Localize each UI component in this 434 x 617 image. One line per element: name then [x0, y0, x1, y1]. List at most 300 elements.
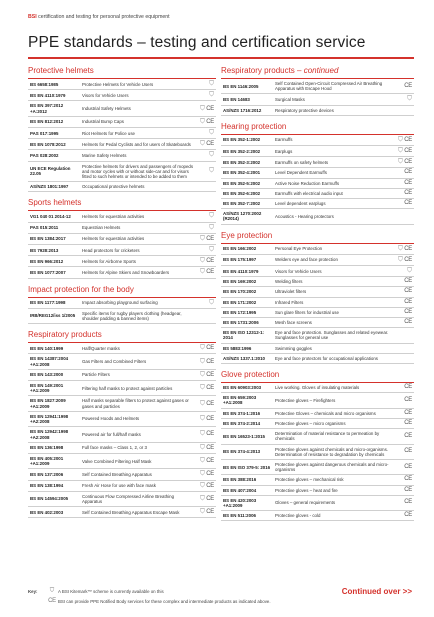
kitemark-icon: ⛉ — [200, 234, 205, 242]
title-divider — [28, 57, 414, 59]
table-row — [221, 135, 414, 146]
kitemark-icon: ⛉ — [398, 244, 403, 252]
certification-icons — [394, 429, 414, 444]
certification-icons — [394, 188, 414, 198]
ce-mark-icon: CE — [204, 458, 214, 464]
kitemark-icon: ⛉ — [200, 399, 205, 407]
ce-mark-icon: CE — [204, 269, 214, 276]
standard-description: Self Contained Breathing Apparatus — [80, 469, 196, 480]
standard-description: Protective gloves – micro organisms — [273, 418, 394, 428]
certification-icons — [196, 79, 216, 90]
ce-mark-icon: CE — [404, 288, 412, 295]
standard-code: BS EN 16523-1:2015 — [221, 429, 273, 444]
certification-icons — [196, 354, 216, 369]
standard-code: BS 7928:2013 — [28, 245, 80, 256]
continued-link[interactable]: Continued over >> — [341, 587, 412, 596]
standard-description: Industrial Bump Caps — [80, 116, 196, 127]
kitemark-icon: ⛉ — [200, 370, 205, 378]
section-title-text: Glove protection — [221, 370, 280, 380]
key-kitemark-text: A BSI Kitemark™ scheme is currently available on this — [58, 589, 164, 594]
table-row — [221, 459, 414, 474]
standard-description: Helmets for equestrian activities — [80, 233, 196, 244]
standard-code: BS EN 149:2001 +A1:2009 — [28, 381, 80, 396]
certification-icons — [196, 343, 216, 354]
section-title-text: Respiratory products — [28, 330, 102, 340]
certification-icons — [196, 182, 216, 192]
standard-description: Infrared Filters — [273, 297, 394, 307]
standard-code: BS EN 352-4:2001 — [221, 168, 273, 178]
section-title-text: Sports helmets — [28, 198, 82, 208]
standard-code: BS EN 397:2012 +A:2012 — [28, 101, 80, 116]
table-row — [221, 383, 414, 393]
table-row — [28, 90, 216, 101]
table-row — [28, 369, 216, 380]
ce-mark-icon: CE — [402, 256, 412, 263]
kitemark-icon: ⛉ — [398, 158, 403, 166]
ce-mark-icon: CE — [48, 598, 56, 604]
kitemark-icon: ⛉ — [49, 588, 55, 594]
standard-description: Protective Gloves – chemicals and micro organisms — [273, 408, 394, 418]
standard-description: Specific items for rugby players clothing (headgear, shoulder padding & banned items) — [80, 308, 196, 323]
certification-icons — [394, 318, 414, 328]
certification-icons — [196, 298, 216, 309]
table-row — [28, 354, 216, 369]
standard-description: Riot Helmets for Police use — [80, 128, 196, 139]
ce-mark-icon: CE — [204, 235, 214, 242]
standard-code: AS/NZS 1337.1:2010 — [221, 353, 273, 363]
table-row — [221, 485, 414, 495]
ce-mark-icon: CE — [404, 319, 412, 326]
ce-mark-icon: CE — [204, 509, 214, 516]
table-row — [221, 79, 414, 94]
page-title: PPE standards – testing and certification service — [28, 34, 366, 51]
certification-icons — [196, 267, 216, 278]
right-column — [221, 66, 414, 521]
section-title — [28, 330, 216, 343]
table-row — [28, 245, 216, 256]
standard-code: BS EN 172:1995 — [221, 307, 273, 317]
standard-description: Earmuffs — [273, 135, 394, 146]
ce-mark-icon: CE — [204, 258, 214, 265]
standards-table — [28, 79, 216, 192]
standard-description: Particle Filters — [80, 369, 196, 380]
certification-icons — [196, 101, 216, 116]
table-row — [28, 442, 216, 453]
standard-description: Respiratory protective devices — [273, 105, 394, 115]
kitemark-icon: ⛉ — [200, 117, 205, 125]
table-row — [221, 94, 414, 105]
table-row — [28, 453, 216, 468]
section-title-text: Protective helmets — [28, 66, 94, 75]
standard-description: Welding filters — [273, 277, 394, 287]
table-row — [28, 161, 216, 182]
certification-icons — [196, 211, 216, 222]
ce-mark-icon: CE — [204, 105, 214, 112]
key-ce-text: BSI can provide PPE Notified Body services for these complex and intermediate products as indicated above. — [58, 598, 271, 604]
ce-mark-icon: CE — [404, 499, 412, 506]
standard-code: BS EN 175:1997 — [221, 254, 273, 265]
key-legend — [28, 588, 288, 607]
ce-mark-icon: CE — [204, 444, 214, 451]
standard-description: Filtering half masks to protect against particles — [80, 381, 196, 396]
standard-code: BS EN 1384:2017 — [28, 233, 80, 244]
certification-icons — [394, 209, 414, 224]
key-label: Key: — [28, 589, 38, 594]
kitemark-icon: ⛉ — [398, 135, 403, 143]
standard-description: Acoustics - Hearing protectors — [273, 209, 394, 224]
table-row — [28, 267, 216, 278]
certification-icons — [196, 116, 216, 127]
section-title — [28, 198, 216, 211]
certification-icons — [196, 491, 216, 506]
standard-description: Occupational protective helmets — [80, 182, 196, 192]
kitemark-icon: ⛉ — [209, 223, 214, 231]
standard-description: Live working. Gloves of insulating materials — [273, 383, 394, 393]
certification-icons — [394, 79, 414, 94]
standard-description: Eye and face protection. Sunglasses and related eyewear. Sunglasses for general use — [273, 328, 394, 343]
table-row — [28, 469, 216, 480]
certification-icons — [394, 353, 414, 363]
standard-code: PAS 028:2002 — [28, 150, 80, 161]
standard-code: BS EN 388:2016 — [221, 475, 273, 485]
table-row — [221, 393, 414, 408]
ce-mark-icon: CE — [404, 200, 412, 207]
header-bar — [28, 14, 414, 20]
standard-description: Helmets for Pedal Cyclists and for users of Skateboards — [80, 139, 196, 150]
standard-code: BS EN 420:2003 +A1:2009 — [221, 495, 273, 510]
standard-code: BS EN 138:1994 — [28, 480, 80, 491]
ce-mark-icon: CE — [404, 169, 412, 176]
standard-description: Half/Quarter masks — [80, 343, 196, 354]
standard-code: VG1 040 01 2014-12 — [28, 211, 80, 222]
table-row — [28, 222, 216, 233]
standard-code: BS EN 166:2002 — [221, 244, 273, 255]
kitemark-icon: ⛉ — [209, 129, 214, 137]
certification-icons — [196, 469, 216, 480]
standard-code: BS EN 374-4:2013 — [221, 444, 273, 459]
table-row — [28, 491, 216, 506]
standard-description: Swimming goggles — [273, 343, 394, 353]
table-row — [28, 233, 216, 244]
table-row — [28, 298, 216, 309]
standard-code: BS EN 143:2000 — [28, 369, 80, 380]
standard-description: Continuous Flow Compressed Airline Breathing Apparatus — [80, 491, 196, 506]
certification-icons — [196, 256, 216, 267]
table-row — [221, 254, 414, 265]
kitemark-icon: ⛉ — [200, 430, 205, 438]
standard-description: Head protectors for cricketers — [80, 245, 196, 256]
kitemark-icon: ⛉ — [200, 257, 205, 265]
table-row — [28, 211, 216, 222]
standard-description: Ultraviolet filters — [273, 287, 394, 297]
ce-mark-icon: CE — [204, 415, 214, 422]
standards-table — [221, 135, 414, 225]
certification-icons — [196, 507, 216, 518]
section-title-text: Eye protection — [221, 230, 273, 240]
table-row — [221, 429, 414, 444]
brand-logo: BSI — [28, 14, 37, 20]
certification-icons — [196, 245, 216, 256]
table-row — [28, 480, 216, 491]
table-row — [28, 396, 216, 411]
table-row — [28, 411, 216, 426]
standard-description: Gloves – general requirements — [273, 495, 394, 510]
ce-mark-icon: CE — [204, 358, 214, 365]
table-row — [28, 256, 216, 267]
ce-mark-icon: CE — [402, 136, 412, 143]
ce-mark-icon: CE — [402, 159, 412, 166]
certification-icons — [394, 459, 414, 474]
ce-mark-icon: CE — [404, 448, 412, 455]
certification-icons — [394, 94, 414, 105]
certification-icons — [394, 343, 414, 353]
standard-description: Mesh face screens — [273, 318, 394, 328]
kitemark-icon: ⛉ — [200, 443, 205, 451]
table-row — [28, 308, 216, 323]
certification-icons — [196, 222, 216, 233]
standard-code: BS EN 407:2004 — [221, 485, 273, 495]
kitemark-icon: ⛉ — [407, 267, 412, 275]
certification-icons — [394, 199, 414, 209]
certification-icons — [196, 381, 216, 396]
standard-code: BS EN 405:2001 +A1:2009 — [28, 453, 80, 468]
ce-mark-icon: CE — [204, 431, 214, 438]
kitemark-icon: ⛉ — [407, 95, 412, 103]
kitemark-icon: ⛉ — [200, 457, 205, 464]
ce-mark-icon: CE — [404, 189, 412, 196]
table-row — [221, 475, 414, 485]
table-row — [221, 353, 414, 363]
certification-icons — [394, 157, 414, 168]
certification-icons — [196, 427, 216, 442]
certification-icons — [394, 383, 414, 393]
standard-code: AS/NZS 1716:2012 — [221, 105, 273, 115]
kitemark-icon: ⛉ — [200, 268, 205, 276]
table-row — [221, 511, 414, 521]
standard-description: Active Noise Reduction Earmuffs — [273, 178, 394, 188]
section-title-continued: continued — [303, 66, 339, 75]
standard-code: BS EN 374-2:2014 — [221, 418, 273, 428]
standards-table — [28, 343, 216, 518]
certification-icons — [394, 244, 414, 255]
ce-mark-icon: CE — [404, 486, 412, 493]
standard-code: BS EN 402:2003 — [28, 507, 80, 518]
standard-description: Valve Combined Filtering Half Mask — [80, 453, 196, 468]
standard-code: BS EN 169:2002 — [221, 277, 273, 287]
ce-mark-icon: CE — [404, 409, 412, 416]
certification-icons — [394, 307, 414, 317]
certification-icons — [394, 105, 414, 115]
certification-icons — [394, 408, 414, 418]
standard-description: Welders eye and face protection — [273, 254, 394, 265]
section-title-text: Impact protection for the body — [28, 284, 134, 294]
key-row-kitemark — [28, 588, 288, 595]
standard-description: Protective gloves against chemicals and micro-organisms. Determination of resistance to degradation by chemicals — [273, 444, 394, 459]
certification-icons — [394, 418, 414, 428]
ce-mark-icon: CE — [404, 476, 412, 483]
table-row — [221, 408, 414, 418]
standard-description: Helmets for Alpine Skiers and Snowboarders — [80, 267, 196, 278]
certification-icons — [394, 146, 414, 157]
kitemark-icon: ⛉ — [209, 151, 214, 159]
table-row — [221, 444, 414, 459]
standard-code: PAS 015:2011 — [28, 222, 80, 233]
ce-mark-icon: CE — [204, 400, 214, 407]
standard-description: Industrial Safety Helmets — [80, 101, 196, 116]
kitemark-icon: ⛉ — [209, 212, 214, 220]
ce-mark-icon: CE — [404, 384, 412, 391]
standard-description: Protective gloves – heat and fire — [273, 485, 394, 495]
standard-code: BS EN 1827:2009 +A1:2009 — [28, 396, 80, 411]
standard-description: Protective helmets for drivers and passengers of mopeds and motor cycles with or without side-car and for visors fitted to such helmets or intended to be added to them — [80, 161, 196, 182]
kitemark-icon: ⛉ — [200, 470, 205, 478]
ce-mark-icon: CE — [404, 419, 412, 426]
standard-description: Earmuffs on safety helmets — [273, 157, 394, 168]
standard-description: Eye and face protectors for occupational applications — [273, 353, 394, 363]
standard-code: BS EN 60903:2003 — [221, 383, 273, 393]
kitemark-icon: ⛉ — [209, 80, 214, 87]
standard-code: BS EN 352-7:2002 — [221, 199, 273, 209]
table-row — [221, 343, 414, 353]
standard-description: Personal Eye Protection — [273, 244, 394, 255]
table-row — [28, 381, 216, 396]
standard-code: BS EN 352-5:2002 — [221, 178, 273, 188]
ce-mark-icon: CE — [404, 396, 412, 403]
kitemark-icon: ⛉ — [200, 344, 205, 352]
section-title-text: Respiratory products – — [221, 66, 304, 75]
standards-table — [221, 244, 414, 364]
standard-code: BS EN 1078:2012 — [28, 139, 80, 150]
standard-description: Helmets for equestrian activities — [80, 211, 196, 222]
kitemark-icon: ⛉ — [200, 414, 205, 422]
kitemark-icon: ⛉ — [209, 246, 214, 254]
standard-code: BS 6658:1985 — [28, 79, 80, 90]
standard-code: BS EN 1146:2005 — [221, 79, 273, 94]
certification-icons — [196, 161, 216, 182]
certification-icons — [394, 393, 414, 408]
kitemark-icon: ⛉ — [200, 508, 205, 516]
ce-mark-icon: CE — [402, 245, 412, 252]
table-row — [221, 328, 414, 343]
standard-description: Gas Filters and Combined Filters — [80, 354, 196, 369]
standard-code: BS EN 14387:2004 +A1:2008 — [28, 354, 80, 369]
certification-icons — [394, 328, 414, 343]
standard-description: Powered Hoods and Helmets — [80, 411, 196, 426]
standard-description: Earmuffs with electrical audio input — [273, 188, 394, 198]
certification-icons — [196, 90, 216, 101]
standard-description: Protective gloves against dangerous chemicals and micro-organisms — [273, 459, 394, 474]
kitemark-icon: ⛉ — [209, 298, 214, 306]
section-title — [221, 122, 414, 135]
certification-icons — [196, 308, 216, 323]
standard-description: Visors for Vehicle Users — [80, 90, 196, 101]
table-row — [221, 157, 414, 168]
standard-code: BS EN 12941:1998 +A2:2008 — [28, 411, 80, 426]
header-text: certification and testing for personal protective equipment — [38, 14, 170, 20]
standard-code: BS EN ISO 12312-1: 2014 — [221, 328, 273, 343]
table-row — [28, 427, 216, 442]
standard-code: BS EN 511:2006 — [221, 511, 273, 521]
certification-icons — [196, 442, 216, 453]
certification-icons — [196, 150, 216, 161]
certification-icons — [394, 178, 414, 188]
ce-mark-icon: CE — [404, 278, 412, 285]
certification-icons — [394, 475, 414, 485]
standard-code: AS/NZS 1270:2002 (R2014) — [221, 209, 273, 224]
standard-code: BS EN 140:1999 — [28, 343, 80, 354]
standard-description: Equestrian Helmets — [80, 222, 196, 233]
standard-code: AS/NZS 1801:1997 — [28, 182, 80, 192]
kitemark-icon: ⛉ — [200, 357, 205, 365]
standard-code: IRB/REG12/iss 1/2005 — [28, 308, 80, 323]
certification-icons — [394, 254, 414, 265]
table-row — [221, 418, 414, 428]
standard-code: BS EN 14594:2005 — [28, 491, 80, 506]
standard-description: Level dependent earplugs — [273, 199, 394, 209]
ce-mark-icon: CE — [204, 345, 214, 352]
kitemark-icon: ⛉ — [209, 167, 214, 175]
standard-description: Powered air for full/half masks — [80, 427, 196, 442]
standard-code: BS EN 14683 — [221, 94, 273, 105]
section-title — [221, 370, 414, 383]
certification-icons — [196, 396, 216, 411]
standard-code: BS EN 352-1:2002 — [221, 135, 273, 146]
certification-icons — [394, 495, 414, 510]
kitemark-icon: ⛉ — [398, 147, 403, 155]
table-row — [221, 318, 414, 328]
certification-icons — [196, 369, 216, 380]
certification-icons — [196, 139, 216, 150]
standard-description: Visors for Vehicle Users — [273, 266, 394, 277]
standard-code: BS EN 966:2012 — [28, 256, 80, 267]
kitemark-icon: ⛉ — [200, 481, 205, 489]
certification-icons — [394, 135, 414, 146]
kitemark-icon: ⛉ — [200, 494, 205, 502]
table-row — [221, 495, 414, 510]
standard-code: BS EN 352-3:2002 — [221, 157, 273, 168]
standard-description: Protective Helmets for Vehicle Users — [80, 79, 196, 90]
ce-mark-icon: CE — [204, 471, 214, 478]
standard-description: Protective gloves – mechanical risk — [273, 475, 394, 485]
table-row — [221, 105, 414, 115]
table-row — [221, 146, 414, 157]
standards-table — [28, 298, 216, 325]
kitemark-icon: ⛉ — [200, 384, 205, 392]
standard-description: Protective gloves – Firefighters — [273, 393, 394, 408]
standard-description: Earplugs — [273, 146, 394, 157]
table-row — [28, 507, 216, 518]
standard-code: BS EN ISO 379-5: 2016 — [221, 459, 273, 474]
certification-icons — [196, 233, 216, 244]
table-row — [28, 150, 216, 161]
standard-code: BS EN 659:2003 +A1:2008 — [221, 393, 273, 408]
ce-mark-icon: CE — [204, 385, 214, 392]
ce-mark-icon: CE — [404, 463, 412, 470]
key-row-ce — [28, 598, 288, 604]
standards-table — [221, 79, 414, 116]
table-row — [221, 199, 414, 209]
section-title-text: Hearing protection — [221, 121, 287, 131]
standard-code: BS EN 1177:1998 — [28, 298, 80, 309]
standard-code: UN ECE Regulation 22.05 — [28, 161, 80, 182]
certification-icons — [394, 287, 414, 297]
kitemark-icon: ⛉ — [200, 104, 205, 112]
certification-icons — [394, 444, 414, 459]
standard-code: BS EN 4110:1979 — [28, 90, 80, 101]
table-row — [28, 139, 216, 150]
table-row — [221, 277, 414, 287]
table-row — [28, 101, 216, 116]
